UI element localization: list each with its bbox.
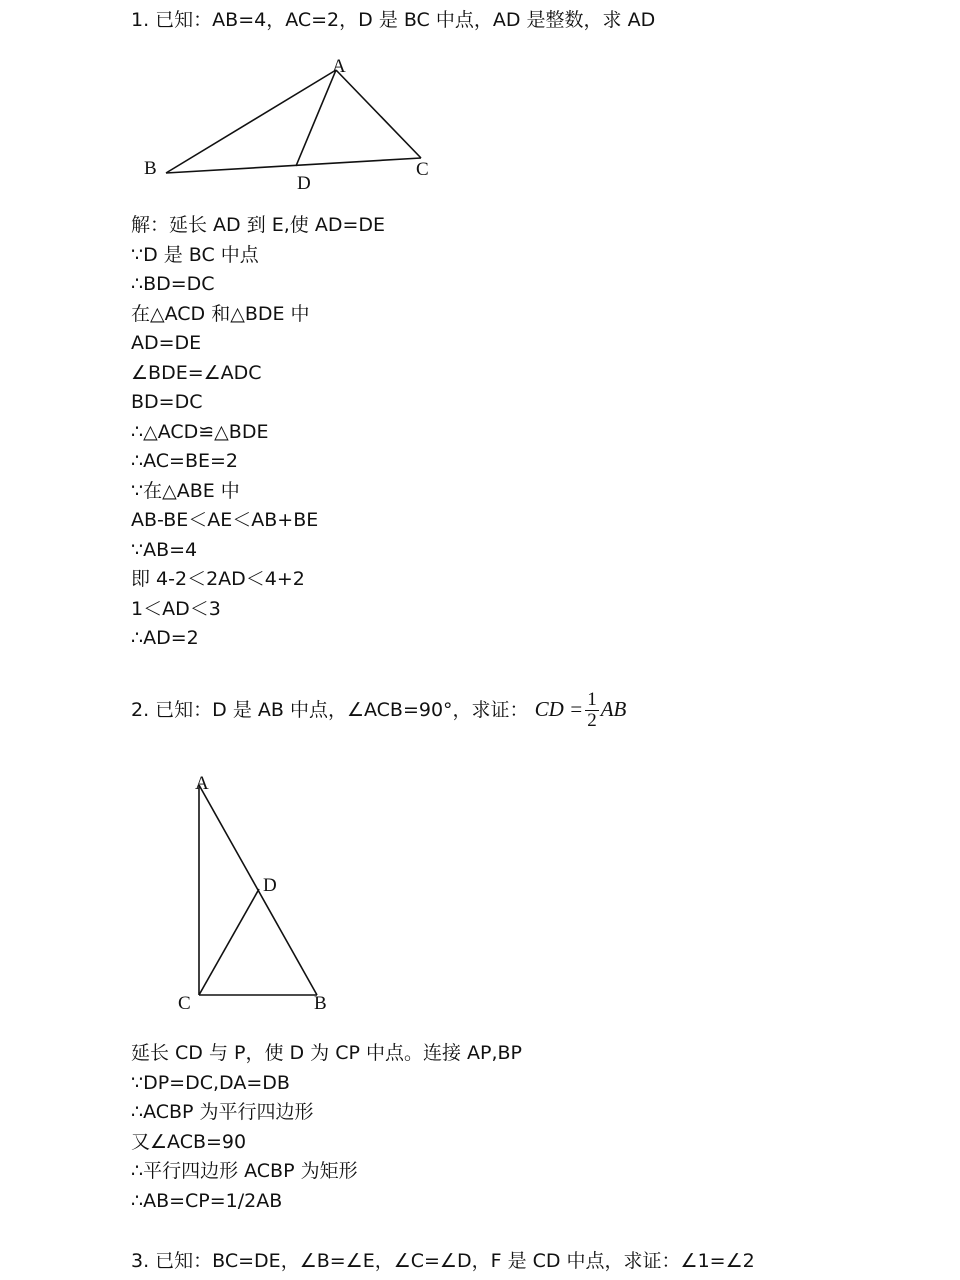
solution-line: ∴BD=DC: [131, 273, 215, 295]
segment-ab: [166, 70, 336, 173]
label-a-2: A: [195, 773, 209, 794]
label-a: A: [332, 56, 346, 77]
solution-line: ∠BDE=∠ADC: [131, 361, 262, 384]
formula-rhs: AB: [600, 697, 627, 721]
problem-2-statement: [131, 690, 626, 731]
formula-lhs: CD =: [534, 697, 584, 721]
solution-line: 1＜AD＜3: [131, 597, 221, 620]
solution-line: ∵D 是 BC 中点: [131, 243, 259, 266]
solution-line: ∵DP=DC,DA=DB: [131, 1071, 290, 1094]
fraction-numerator: 1: [587, 689, 597, 710]
segment-bc: [166, 158, 421, 173]
segment-ac: [336, 70, 421, 158]
solution-line: AB-BE＜AE＜AB+BE: [131, 509, 319, 531]
problem-1-solution: [131, 211, 385, 654]
solution-line: ∵AB=4: [131, 538, 198, 561]
label-b: B: [144, 158, 157, 179]
problem-2-solution: [131, 1039, 522, 1216]
solution-line: 延长 CD 与 P，使 D 为 CP 中点。连接 AP,BP: [131, 1042, 523, 1064]
solution-line: 即 4-2＜2AD＜4+2: [131, 568, 305, 590]
solution-line: ∴AD=2: [131, 627, 199, 649]
solution-line: 解：延长 AD 到 E,使 AD=DE: [131, 214, 386, 236]
problem-1-statement: 1. 已知：AB=4，AC=2，D 是 BC 中点，AD 是整数，求 AD: [131, 9, 656, 31]
solution-line: ∴AB=CP=1/2AB: [131, 1189, 283, 1212]
label-d: D: [297, 173, 311, 194]
segment-cd-2: [199, 889, 259, 995]
solution-line: ∴平行四边形 ACBP 为矩形: [131, 1160, 358, 1182]
segment-ad: [296, 70, 336, 166]
label-c-2: C: [178, 993, 191, 1014]
solution-line: 又∠ACB=90: [131, 1130, 247, 1153]
solution-line: 在△ACD 和△BDE 中: [131, 302, 310, 325]
solution-line: ∴AC=BE=2: [131, 450, 238, 472]
fraction-one-half: [585, 690, 599, 731]
problem-2-text: 2. 已知：D 是 AB 中点，∠ACB=90°，求证：: [131, 699, 529, 721]
problem-3-statement: 3. 已知：BC=DE，∠B=∠E，∠C=∠D，F 是 CD 中点，求证：∠1=∠2: [131, 1250, 755, 1272]
solution-line: ∵在△ABE 中: [131, 479, 240, 502]
solution-line: ∴ACBP 为平行四边形: [131, 1101, 314, 1123]
label-d-2: D: [263, 875, 277, 896]
label-c: C: [416, 159, 429, 180]
fraction-denominator: 2: [587, 710, 597, 731]
solution-line: AD=DE: [131, 332, 202, 354]
solution-line: ∴△ACD≌△BDE: [131, 420, 269, 443]
solution-line: BD=DC: [131, 391, 203, 413]
label-b-2: B: [314, 993, 327, 1014]
